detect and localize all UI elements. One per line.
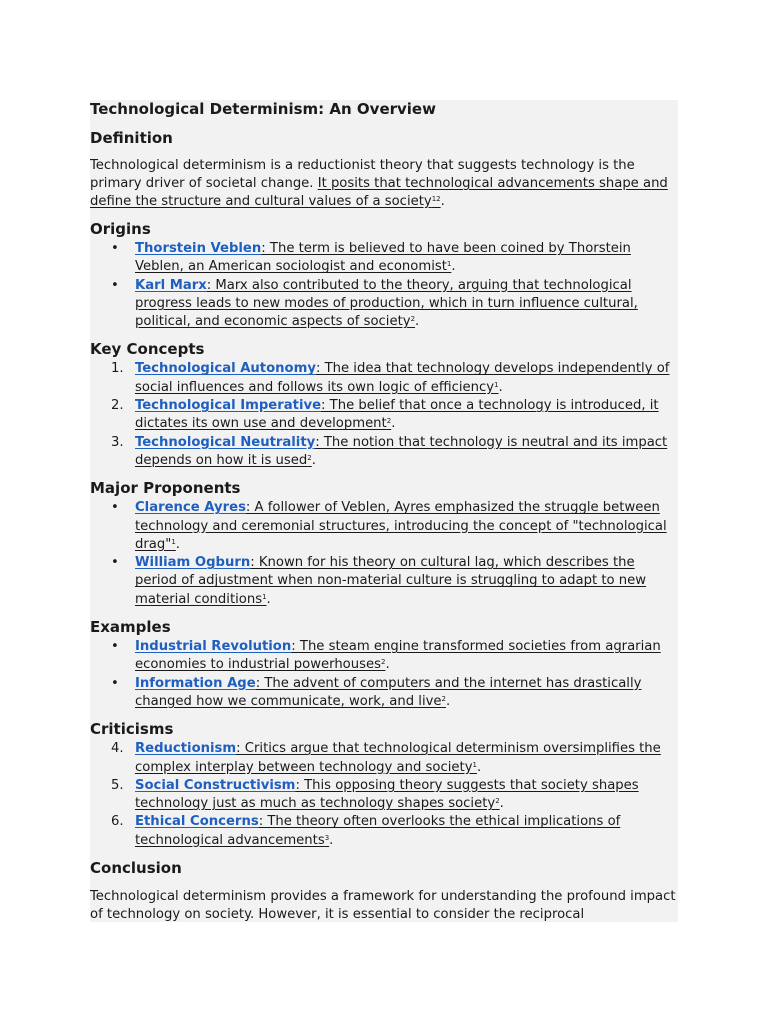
proponents-heading: Major Proponents xyxy=(90,479,241,498)
document-page xyxy=(90,100,678,922)
key-concepts-list xyxy=(90,360,678,470)
citation-ref[interactable]: 2 xyxy=(495,797,500,806)
bullet: • xyxy=(111,639,119,655)
list-item: • Industrial Revolution: The steam engine transformed societies from agrarian economies to industrial powerhouses$^2$. xyxy=(111,639,661,673)
concept-term-link[interactable]: Technological Neutrality xyxy=(135,434,316,450)
criticism-term-link[interactable]: Reductionism xyxy=(135,741,237,757)
list-item: • Information Age: The advent of computers and the internet has drastically changed how we communicate, work, and live$^2$. xyxy=(111,675,642,709)
citation-ref[interactable]: 1 xyxy=(446,260,452,269)
concept-term-link[interactable]: Technological Autonomy xyxy=(135,361,316,377)
citation-ref[interactable]: 2 xyxy=(307,453,312,462)
origins-term-link[interactable]: Karl Marx xyxy=(135,277,207,293)
origins-term-link[interactable]: Thorstein Veblen xyxy=(135,241,262,256)
citation-ref[interactable]: 2 xyxy=(441,694,446,703)
bullet: • xyxy=(111,241,119,256)
list-item: • Thorstein Veblen: The term is believed to have been coined by Thorstein Veblen, an American sociologist and economist$^1$. xyxy=(111,241,631,275)
citation-ref[interactable]: 1 xyxy=(472,760,477,769)
list-item: • William Ogburn: Known for his theory on cultural lag, which describes the period of adjustment when non-material culture is struggling to adapt to new material conditions$^1$. xyxy=(111,555,647,607)
example-term-link[interactable]: Information Age xyxy=(135,675,256,691)
definition-heading: Definition xyxy=(90,129,173,147)
citation-ref[interactable]: 2 xyxy=(380,658,386,667)
citation-ref[interactable]: 1 xyxy=(494,380,499,389)
conclusion-heading: Conclusion xyxy=(90,859,182,878)
bullet: • xyxy=(111,500,119,516)
key-concepts-heading: Key Concepts xyxy=(90,340,205,359)
concept-term-link[interactable]: Technological Imperative xyxy=(135,398,322,414)
criticism-term-link[interactable]: Social Constructivism xyxy=(135,777,296,793)
list-item: 5. Social Constructivism: This opposing theory suggests that society shapes technology just as much as technology shapes society$^2$. xyxy=(111,777,639,812)
proponent-term-link[interactable]: Clarence Ayres xyxy=(135,500,246,516)
list-item: 3. Technological Neutrality: The notion that technology is neutral and its impact depends on how it is used$^2$. xyxy=(111,434,668,468)
proponent-term-link[interactable]: William Ogburn xyxy=(135,555,251,571)
bullet: • xyxy=(111,277,119,293)
bullet: • xyxy=(111,555,119,571)
criticisms-list xyxy=(90,740,678,850)
list-item: 6. Ethical Concerns: The theory often overlooks the ethical implications of technological advancements$^3$. xyxy=(111,814,621,848)
conclusion-paragraph: Technological determinism provides a framework for understanding the profound impact of technology on society. However, it is essential to consider the reciprocal xyxy=(90,889,676,922)
bullet: • xyxy=(111,675,119,691)
examples-heading: Examples xyxy=(90,618,171,637)
list-item: 2. Technological Imperative: The belief that once a technology is introduced, it dictates its own use and development$^2$. xyxy=(111,398,659,432)
list-item: • Karl Marx: Marx also contributed to the theory, arguing that technological progress leads to new modes of production, which in turn influence cultural, political, and economic aspects of society$^2$. xyxy=(111,277,638,330)
example-term-link[interactable]: Industrial Revolution xyxy=(135,639,292,655)
definition-paragraph: Technological determinism is a reductionist theory that suggests technology is the primary driver of societal change. It posits that technological advancements shape and define the structure and cultural values of a society$^{12}$. xyxy=(90,158,668,209)
citation-ref[interactable]: 2 xyxy=(410,315,416,324)
citation-ref[interactable]: 12 xyxy=(431,195,441,203)
list-item: 1. Technological Autonomy: The idea that technology develops independently of social influences and follows its own logic of efficiency$^1$. xyxy=(111,361,670,395)
proponents-list xyxy=(90,499,678,609)
citation-ref[interactable]: 2 xyxy=(386,417,392,426)
examples-list xyxy=(90,638,678,711)
origins-list xyxy=(90,240,678,331)
citation-ref[interactable]: 3 xyxy=(324,833,330,842)
list-item: 4. Reductionism: Critics argue that technological determinism oversimplifies the complex interplay between technology and society$^1$. xyxy=(111,741,661,775)
citation-ref[interactable]: 1 xyxy=(171,537,176,546)
origins-heading: Origins xyxy=(90,220,151,238)
list-item: • Clarence Ayres: A follower of Veblen, Ayres emphasized the struggle between technology and ceremonial structures, introducing the concept of "technological drag"$^1$. xyxy=(111,500,667,552)
criticisms-heading: Criticisms xyxy=(90,720,174,739)
page-title: Technological Determinism: An Overview xyxy=(90,100,436,118)
criticism-term-link[interactable]: Ethical Concerns xyxy=(135,814,259,830)
citation-ref[interactable]: 1 xyxy=(262,592,267,601)
